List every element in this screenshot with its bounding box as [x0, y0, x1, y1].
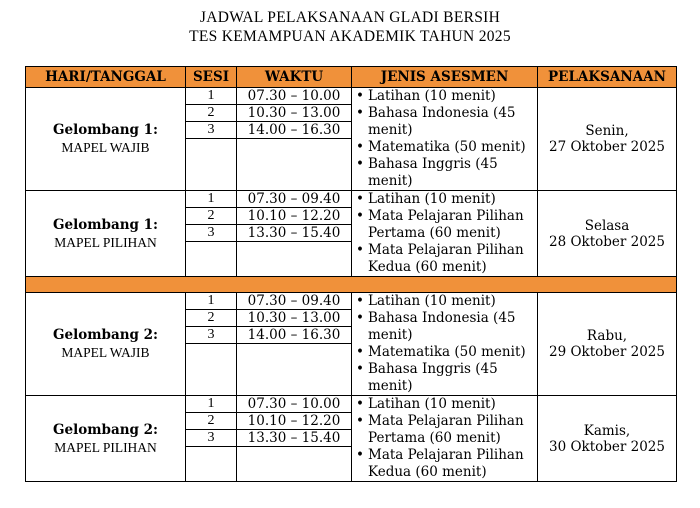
- bullet-icon: •: [356, 344, 364, 360]
- bullet-icon: •: [356, 293, 364, 309]
- sesi-cell: 3: [186, 430, 237, 447]
- bullet-icon: •: [356, 310, 364, 326]
- list-item: [356, 447, 537, 481]
- asesmen-text: Mata Pelajaran Pilihan Pertama (60 menit): [368, 208, 524, 241]
- sesi-empty-cell: [186, 447, 237, 482]
- waktu-cell: 10.10 – 12.20: [237, 208, 352, 225]
- header-waktu: WAKTU: [237, 67, 352, 88]
- sesi-cell: 1: [186, 191, 237, 208]
- table-row: [26, 88, 677, 105]
- waktu-cell: 07.30 – 09.40: [237, 293, 352, 310]
- header-row: [26, 67, 677, 88]
- sesi-cell: 3: [186, 122, 237, 139]
- list-item: [356, 361, 537, 395]
- asesmen-text: Bahasa Indonesia (45 menit): [368, 310, 516, 343]
- asesmen-text: Mata Pelajaran Pilihan Kedua (60 menit): [368, 447, 524, 480]
- list-item: [356, 396, 537, 413]
- header-sesi: SESI: [186, 67, 237, 88]
- sesi-cell: 2: [186, 105, 237, 122]
- list-item: [356, 105, 537, 139]
- list-item: [356, 344, 537, 361]
- document-title-line-1: JADWAL PELAKSANAAN GLADI BERSIH: [199, 9, 501, 26]
- list-item: [356, 293, 537, 310]
- pelaksanaan-cell: [538, 396, 677, 482]
- sesi-cell: 3: [186, 225, 237, 242]
- header-hari-tanggal: HARI/TANGGAL: [26, 67, 186, 88]
- tanggal-label: 27 Oktober 2025: [548, 139, 665, 155]
- waktu-cell: 14.00 – 16.30: [237, 122, 352, 139]
- day-cell: [26, 293, 186, 396]
- mapel-label: MAPEL WAJIB: [61, 345, 150, 360]
- asesmen-text: Latihan (10 menit): [368, 396, 496, 412]
- schedule-body: [26, 88, 677, 482]
- tanggal-label: 28 Oktober 2025: [548, 233, 665, 250]
- waktu-cell: 14.00 – 16.30: [237, 327, 352, 344]
- sesi-empty-cell: [186, 139, 237, 191]
- bullet-icon: •: [356, 105, 364, 121]
- header-pelaksanaan: PELAKSANAAN: [538, 67, 677, 88]
- bullet-icon: •: [356, 88, 364, 104]
- asesmen-list: [352, 88, 537, 190]
- list-item: [356, 139, 537, 156]
- sesi-cell: 1: [186, 88, 237, 105]
- hari-label: Kamis,: [583, 422, 631, 439]
- mapel-label: MAPEL WAJIB: [61, 140, 150, 155]
- table-row: [26, 396, 677, 413]
- waktu-cell: 07.30 – 10.00: [237, 88, 352, 105]
- sesi-empty-cell: [186, 344, 237, 396]
- header-jenis-asesmen: JENIS ASESMEN: [352, 67, 538, 88]
- separator-row: [26, 277, 677, 293]
- bullet-icon: •: [356, 447, 364, 463]
- bullet-icon: •: [356, 156, 364, 172]
- list-item: [356, 310, 537, 344]
- list-item: [356, 242, 537, 276]
- waktu-empty-cell: [237, 242, 352, 277]
- sesi-cell: 2: [186, 413, 237, 430]
- asesmen-text: Latihan (10 menit): [368, 191, 496, 207]
- sesi-cell: 2: [186, 208, 237, 225]
- table-row: [26, 191, 677, 208]
- asesmen-text: Bahasa Inggris (45 menit): [368, 156, 498, 189]
- schedule-table: [25, 66, 677, 482]
- list-item: [356, 191, 537, 208]
- asesmen-text: Matematika (50 menit): [368, 344, 526, 360]
- bullet-icon: •: [356, 139, 364, 155]
- bullet-icon: •: [356, 242, 364, 258]
- sesi-cell: 1: [186, 396, 237, 413]
- waktu-cell: 13.30 – 15.40: [237, 430, 352, 447]
- asesmen-text: Latihan (10 menit): [368, 88, 496, 104]
- asesmen-list: [352, 293, 537, 395]
- hari-label: Selasa: [584, 217, 630, 234]
- bullet-icon: •: [356, 396, 364, 412]
- list-item: [356, 88, 537, 105]
- asesmen-list: [352, 396, 537, 481]
- asesmen-text: Bahasa Indonesia (45 menit): [368, 105, 516, 138]
- waktu-empty-cell: [237, 447, 352, 482]
- waktu-cell: 10.30 – 13.00: [237, 310, 352, 327]
- waktu-cell: 13.30 – 15.40: [237, 225, 352, 242]
- gelombang-label: Gelombang 1:: [52, 216, 159, 233]
- asesmen-text: Mata Pelajaran Pilihan Pertama (60 menit): [368, 413, 524, 446]
- waktu-empty-cell: [237, 139, 352, 191]
- hari-label: Rabu,: [586, 328, 628, 344]
- bullet-icon: •: [356, 208, 364, 224]
- day-cell: [26, 191, 186, 277]
- gelombang-label: Gelombang 2:: [52, 421, 159, 438]
- waktu-cell: 07.30 – 10.00: [237, 396, 352, 413]
- gelombang-label: Gelombang 2:: [52, 327, 159, 343]
- tanggal-label: 30 Oktober 2025: [548, 438, 665, 455]
- gelombang-label: Gelombang 1:: [52, 122, 159, 138]
- jenis-asesmen-cell: [352, 293, 538, 396]
- asesmen-text: Bahasa Inggris (45 menit): [368, 361, 498, 394]
- sesi-empty-cell: [186, 242, 237, 277]
- mapel-label: MAPEL PILIHAN: [54, 439, 157, 455]
- table-row: [26, 293, 677, 310]
- asesmen-text: Matematika (50 menit): [368, 139, 526, 155]
- sesi-cell: 1: [186, 293, 237, 310]
- bullet-icon: •: [356, 361, 364, 377]
- asesmen-list: [352, 191, 537, 276]
- bullet-icon: •: [356, 191, 364, 207]
- list-item: [356, 156, 537, 190]
- jenis-asesmen-cell: [352, 88, 538, 191]
- waktu-cell: 07.30 – 09.40: [237, 191, 352, 208]
- asesmen-text: Latihan (10 menit): [368, 293, 496, 309]
- day-cell: [26, 396, 186, 482]
- jenis-asesmen-cell: [352, 191, 538, 277]
- sesi-cell: 2: [186, 310, 237, 327]
- waktu-cell: 10.10 – 12.20: [237, 413, 352, 430]
- pelaksanaan-cell: [538, 191, 677, 277]
- sesi-cell: 3: [186, 327, 237, 344]
- bullet-icon: •: [356, 413, 364, 429]
- list-item: [356, 208, 537, 242]
- jenis-asesmen-cell: [352, 396, 538, 482]
- asesmen-text: Mata Pelajaran Pilihan Kedua (60 menit): [368, 242, 524, 275]
- waktu-empty-cell: [237, 344, 352, 396]
- pelaksanaan-cell: [538, 293, 677, 396]
- tanggal-label: 29 Oktober 2025: [548, 344, 665, 360]
- waktu-cell: 10.30 – 13.00: [237, 105, 352, 122]
- hari-label: Senin,: [585, 123, 629, 139]
- document-title-line-2: TES KEMAMPUAN AKADEMIK TAHUN 2025: [189, 28, 511, 45]
- pelaksanaan-cell: [538, 88, 677, 191]
- mapel-label: MAPEL PILIHAN: [54, 234, 157, 250]
- list-item: [356, 413, 537, 447]
- separator-bar: [26, 277, 677, 293]
- day-cell: [26, 88, 186, 191]
